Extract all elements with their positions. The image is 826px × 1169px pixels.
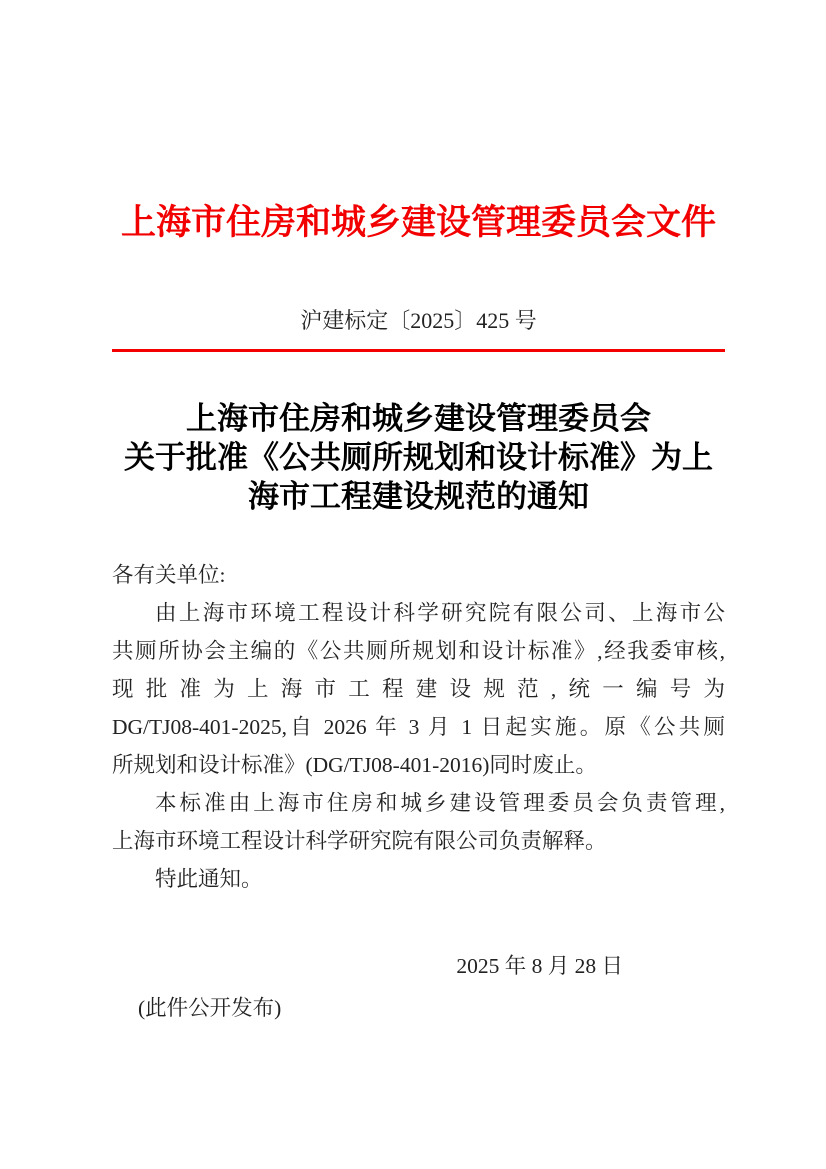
paragraph-1-line-1: 由上海市环境工程设计科学研究院有限公司、上海市公 — [155, 601, 725, 625]
notice-body — [112, 556, 725, 898]
paragraph-2-line-1: 本标准由上海市住房和城乡建设管理委员会负责管理, — [155, 791, 725, 815]
closing-line: 特此通知。 — [155, 867, 263, 891]
notice-title-line-2: 关于批准《公共厕所规划和设计标准》为上 — [124, 440, 713, 475]
paragraph-1-line-3: 现批准为上海市工程建设规范,统一编号为 — [112, 677, 725, 701]
notice-title-line-3: 海市工程建设规范的通知 — [248, 479, 589, 514]
paragraph-2-line-2: 上海市环境工程设计科学研究院有限公司负责解释。 — [112, 829, 607, 853]
paragraph-1-line-5: 所规划和设计标准》(DG/TJ08-401-2016)同时废止。 — [112, 753, 597, 777]
document-content-column — [112, 0, 725, 1027]
paragraph-1-line-4: DG/TJ08-401-2025,自 2026 年 3 月 1 日起实施。原《公共厕 — [112, 715, 725, 739]
agency-banner-title: 上海市住房和城乡建设管理委员会文件 — [120, 203, 716, 242]
paragraph-1-line-2: 共厕所协会主编的《公共厕所规划和设计标准》,经我委审核, — [112, 639, 725, 663]
public-release-note: (此件公开发布) — [138, 996, 282, 1020]
notice-title — [112, 399, 725, 516]
red-divider-rule — [112, 349, 725, 352]
issue-date: 2025 年 8 月 28 日 — [456, 954, 623, 978]
notice-title-line-1: 上海市住房和城乡建设管理委员会 — [186, 401, 651, 436]
salutation-line: 各有关单位: — [112, 563, 226, 587]
document-reference-number: 沪建标定〔2025〕425 号 — [300, 308, 537, 333]
